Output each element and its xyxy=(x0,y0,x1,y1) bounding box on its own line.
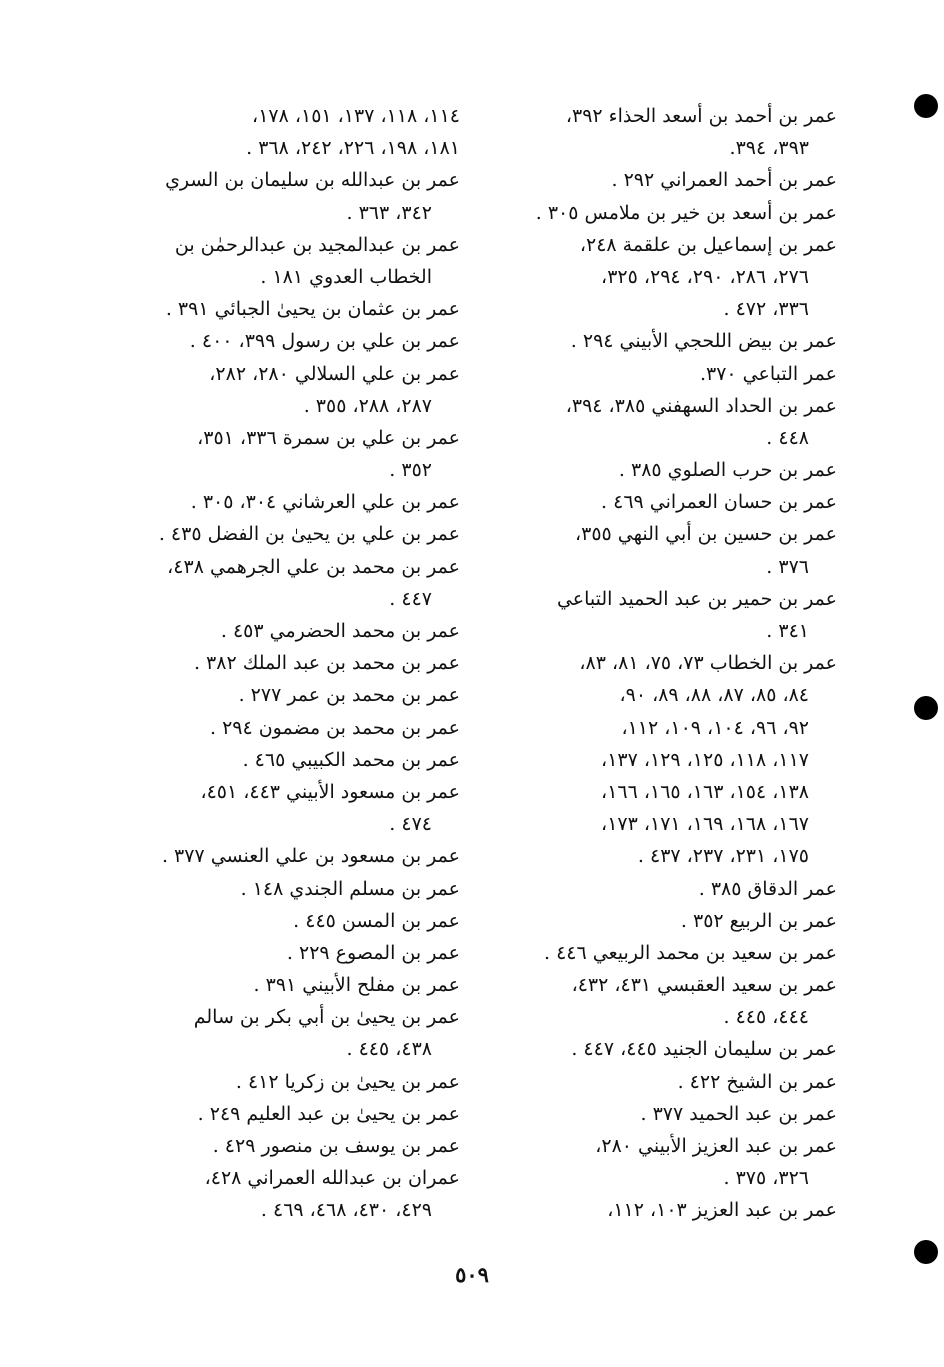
index-entry: عمر التباعي ٣٧٠. xyxy=(699,362,837,385)
index-entry: عمر بن الربيع ٣٥٢ . xyxy=(680,909,837,932)
index-entry: عمر بن محمد بن عبد الملك ٣٨٢ . xyxy=(193,652,460,675)
index-entry-continuation: ٤٣٨، ٤٤٥ . xyxy=(346,1038,432,1061)
index-entry: عمر الدقاق ٣٨٥ . xyxy=(698,877,837,900)
index-entry-continuation: ٢٨٧، ٢٨٨، ٣٥٥ . xyxy=(303,394,432,417)
index-entry: عمر بن محمد بن علي الجرهمي ٤٣٨، xyxy=(167,555,460,578)
index-entry-continuation: ٣٢٦، ٣٧٥ . xyxy=(723,1167,809,1190)
index-entry: عمر بن إسماعيل بن علقمة ٢٤٨، xyxy=(579,233,837,256)
index-entry: عمر بن علي العرشاني ٣٠٤، ٣٠٥ . xyxy=(190,491,460,514)
index-entry: عمر بن محمد الحضرمي ٤٥٣ . xyxy=(220,620,460,642)
index-entry: عمر بن عبدالمجيد بن عبدالرحمٰن بن xyxy=(174,233,460,256)
index-entry-continuation: ٩٢، ٩٦، ١٠٤، ١٠٩، ١١٢، xyxy=(621,716,809,739)
index-entry: عمر بن سعيد العقبسي ٤٣١، ٤٣٢، xyxy=(571,974,837,997)
index-entry: عمر بن عبد العزيز الأبيني ٢٨٠، xyxy=(595,1135,837,1157)
index-entry: عمر بن حمير بن عبد الحميد التباعي xyxy=(556,587,837,610)
index-column-left xyxy=(130,100,460,1227)
index-entry-continuation: ٤٤٤، ٤٤٥ . xyxy=(723,1006,809,1029)
index-entry: عمر بن علي بن سمرة ٣٣٦، ٣٥١، xyxy=(197,426,460,449)
index-entry: عمر بن محمد بن عمر ٢٧٧ . xyxy=(238,684,460,707)
index-entry-continuation: ٢٧٦، ٢٨٦، ٢٩٠، ٢٩٤، ٣٢٥، xyxy=(601,265,809,288)
index-entry: عمر بن مفلح الأبيني ٣٩١ . xyxy=(253,974,460,997)
binder-hole-bottom xyxy=(914,1240,938,1264)
index-entry: عمر بن بيض اللحجي الأبيني ٢٩٤ . xyxy=(570,330,837,353)
index-entry: عمر بن حسين بن أبي النهي ٣٥٥، xyxy=(574,523,837,546)
index-entry: عمر بن يحيىٰ بن أبي بكر بن سالم xyxy=(193,1006,460,1029)
index-entry: عمر بن محمد الكبيبي ٤٦٥ . xyxy=(242,748,460,771)
index-entry-continuation: ٨٤، ٨٥، ٨٧، ٨٨، ٨٩، ٩٠، xyxy=(619,684,809,707)
index-entry: عمر بن أحمد بن أسعد الحذاء ٣٩٢، xyxy=(565,105,837,127)
index-entry: عمر بن علي السلالي ٢٨٠، ٢٨٢، xyxy=(209,362,460,385)
index-entry-continuation: ٣٥٢ . xyxy=(389,459,432,482)
index-entry: عمر بن الحداد السهفني ٣٨٥، ٣٩٤، xyxy=(565,394,837,417)
index-entry: عمر بن عثمان بن يحيىٰ الجبائي ٣٩١ . xyxy=(165,298,460,321)
index-entry-continuation: ٤٧٤ . xyxy=(389,813,432,836)
index-entry-continuation: ٣٧٦ . xyxy=(766,555,809,578)
index-entry-continuation: ٤٤٧ . xyxy=(389,587,432,610)
index-entry-continuation: ١٣٨، ١٥٤، ١٦٣، ١٦٥، ١٦٦، xyxy=(601,780,809,803)
index-entry: عمر بن الشيخ ٤٢٢ . xyxy=(677,1070,837,1093)
index-entry: عمر بن عبد الحميد ٣٧٧ . xyxy=(640,1102,837,1125)
index-entry: عمر بن عبد العزيز ١٠٣، ١١٢، xyxy=(607,1199,837,1222)
index-entry: عمر بن سليمان الجنيد ٤٤٥، ٤٤٧ . xyxy=(571,1038,837,1061)
index-entry: عمر بن حرب الصلوي ٣٨٥ . xyxy=(618,459,837,482)
binder-hole-top xyxy=(914,94,938,118)
index-entry: عمر بن المسن ٤٤٥ . xyxy=(293,909,460,932)
index-entry: عمر بن حسان العمراني ٤٦٩ . xyxy=(601,491,837,514)
index-entry-continuation: ٣٣٦، ٤٧٢ . xyxy=(723,298,809,321)
index-entry: عمر بن عبدالله بن سليمان بن السري xyxy=(165,169,460,192)
index-entry: عمران بن عبدالله العمراني ٤٢٨، xyxy=(204,1167,460,1190)
index-entry: ١١٤، ١١٨، ١٣٧، ١٥١، ١٧٨، xyxy=(252,105,460,127)
index-entry: عمر بن أحمد العمراني ٢٩٢ . xyxy=(611,169,837,192)
index-entry: عمر بن محمد بن مضمون ٢٩٤ . xyxy=(209,716,460,739)
index-entry-continuation: ١١٧، ١١٨، ١٢٥، ١٢٩، ١٣٧، xyxy=(601,748,809,771)
index-entry: عمر بن يحيىٰ بن عبد العليم ٢٤٩ . xyxy=(197,1102,460,1125)
index-entry: عمر بن يحيىٰ بن زكريا ٤١٢ . xyxy=(235,1070,460,1093)
index-entry-continuation: ١٦٧، ١٦٨، ١٦٩، ١٧١، ١٧٣، xyxy=(601,813,809,836)
index-column-right xyxy=(515,100,837,1227)
index-entry: عمر بن علي بن رسول ٣٩٩، ٤٠٠ . xyxy=(189,330,460,353)
index-entry-continuation: الخطاب العدوي ١٨١ . xyxy=(260,265,432,288)
index-entry-continuation: ١٧٥، ٢٣١، ٢٣٧، ٤٣٧ . xyxy=(637,845,809,868)
index-entry: ١٨١، ١٩٨، ٢٢٦، ٢٤٢، ٣٦٨ . xyxy=(246,137,460,160)
index-entry-continuation: ٤٢٩، ٤٣٠، ٤٦٨، ٤٦٩ . xyxy=(260,1199,432,1222)
index-entry: عمر بن مسعود بن علي العنسي ٣٧٧ . xyxy=(161,845,460,868)
index-entry-continuation: ٤٤٨ . xyxy=(766,426,809,449)
index-entry: عمر بن يوسف بن منصور ٤٢٩ . xyxy=(212,1135,460,1157)
index-entry: عمر بن الخطاب ٧٣، ٧٥، ٨١، ٨٣، xyxy=(579,652,837,675)
page-number: ٥٠٩ xyxy=(455,1262,489,1287)
index-entry: عمر بن مسعود الأبيني ٤٤٣، ٤٥١، xyxy=(200,780,460,803)
binder-hole-middle xyxy=(914,696,938,720)
index-entry: عمر بن مسلم الجندي ١٤٨ . xyxy=(240,877,460,900)
index-entry: عمر بن سعيد بن محمد الربيعي ٤٤٦ . xyxy=(543,941,837,964)
index-entry-continuation: ٣٤٢، ٣٦٣ . xyxy=(346,201,432,224)
index-entry: عمر بن المصوع ٢٢٩ . xyxy=(286,941,460,964)
index-entry: عمر بن علي بن يحيىٰ بن الفضل ٤٣٥ . xyxy=(158,523,460,546)
index-entry-continuation: ٣٩٣، ٣٩٤. xyxy=(729,137,809,160)
index-entry-continuation: ٣٤١ . xyxy=(766,620,809,642)
index-entry: عمر بن أسعد بن خير بن ملامس ٣٠٥ . xyxy=(535,201,837,224)
